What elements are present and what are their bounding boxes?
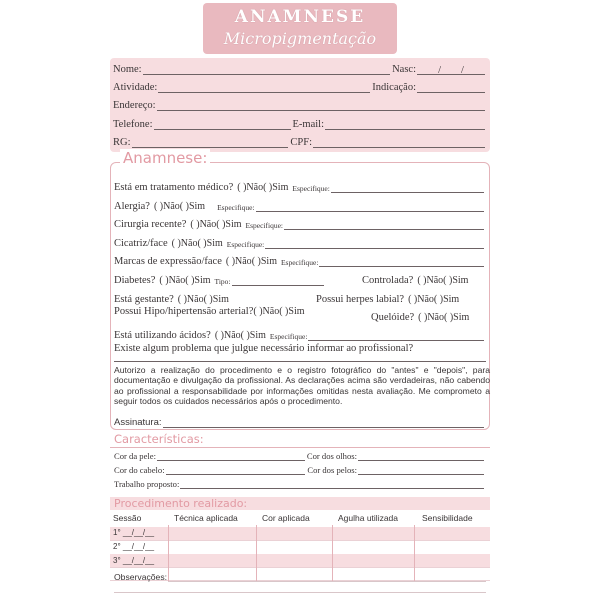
- row-nome: [113, 64, 487, 76]
- caracteristicas-divider: [110, 447, 490, 448]
- col-cor: Cor aplicada: [262, 513, 310, 523]
- field-diabetes-tipo[interactable]: [232, 276, 324, 286]
- label-cor-pele: Cor da pele:: [114, 451, 156, 461]
- q-gestante: Está gestante? ( )Não ( )Sim: [114, 294, 229, 305]
- field-email[interactable]: [325, 120, 485, 130]
- field-observacoes-line-2[interactable]: [114, 592, 486, 593]
- option-sim[interactable]: ( )Sim: [263, 182, 289, 193]
- option-sim[interactable]: ( )Sim: [216, 219, 242, 230]
- observacoes-row: [114, 571, 488, 583]
- label-nome: Nome:: [113, 64, 142, 75]
- field-acidos[interactable]: [308, 331, 484, 341]
- label-nasc: Nasc:: [392, 64, 416, 75]
- session-2[interactable]: 2° __/__/__: [113, 542, 155, 551]
- label-observacoes: Observações:: [114, 572, 168, 582]
- field-nasc[interactable]: / /: [417, 65, 485, 75]
- field-cor-pele[interactable]: [157, 451, 305, 461]
- label-email: E-mail:: [292, 119, 324, 130]
- q-cirurgia: Cirurgia recente? ( )Não ( )Sim Especifique:: [114, 213, 486, 231]
- row-pele-olhos: [114, 450, 486, 462]
- q-queloide: Quelóide? ( )Não ( )Sim: [371, 312, 470, 323]
- option-nao[interactable]: ( )Não: [417, 275, 444, 286]
- field-cicatriz[interactable]: [265, 239, 484, 249]
- field-atividade[interactable]: [158, 83, 370, 93]
- field-cor-pelos[interactable]: [358, 465, 484, 475]
- option-sim[interactable]: ( )Sim: [203, 294, 229, 305]
- option-sim[interactable]: ( )Sim: [251, 256, 277, 267]
- option-nao[interactable]: ( )Não: [214, 330, 241, 341]
- label-rg: RG:: [113, 137, 131, 148]
- q-cicatriz: Cicatriz/face ( )Não ( )Sim Especifique:: [114, 232, 486, 250]
- row-atividade: [113, 82, 487, 94]
- option-sim[interactable]: ( )Sim: [179, 201, 206, 212]
- table-row-divider: [110, 540, 490, 541]
- option-sim[interactable]: ( )Sim: [433, 294, 460, 305]
- option-sim[interactable]: ( )Sim: [185, 275, 211, 286]
- label-indicacao: Indicação:: [372, 82, 416, 93]
- option-nao[interactable]: ( )Não: [408, 294, 434, 305]
- row-cabelo-pelos: [114, 464, 486, 476]
- col-sensibilidade: Sensibilidade: [422, 513, 473, 523]
- session-1[interactable]: 1° __/__/__: [113, 528, 155, 537]
- table-row: [110, 554, 490, 567]
- row-telefone: [113, 119, 487, 131]
- session-3[interactable]: 3° __/__/__: [113, 556, 155, 565]
- field-cpf[interactable]: [313, 138, 485, 148]
- q-alergia: Alergia? ( )Não ( )Sim Especifique:: [114, 195, 486, 213]
- option-nao[interactable]: ( )Não: [153, 201, 180, 212]
- col-agulha: Agulha utilizada: [338, 513, 399, 523]
- option-nao[interactable]: ( )Não: [171, 238, 198, 249]
- field-endereco[interactable]: [157, 101, 485, 111]
- label-atividade: Atividade:: [113, 82, 158, 93]
- option-nao[interactable]: ( )Não: [177, 294, 204, 305]
- signature-row: [114, 417, 486, 429]
- row-endereco: [113, 100, 487, 112]
- col-sessao: Sessão: [113, 513, 142, 523]
- procedimento-title: Procedimento realizado:: [114, 497, 248, 510]
- form-header: [203, 3, 397, 54]
- label-cor-olhos: Cor dos olhos:: [306, 451, 357, 461]
- field-assinatura[interactable]: [163, 418, 484, 428]
- label-telefone: Telefone:: [113, 119, 153, 130]
- q-tratamento: Está em tratamento médico? ( )Não ( )Sim Especifique:: [114, 176, 486, 194]
- caracteristicas-title: Características:: [114, 432, 204, 446]
- q-hipertensao: Possui Hipo/hipertensão arterial? ( )Não ( )Sim: [114, 306, 305, 317]
- anamnese-title: Anamnese:: [120, 149, 210, 167]
- field-nome[interactable]: [143, 65, 391, 75]
- consent-text: Autorizo a realização do procedimento e o registro fotográfico do "antes" e "depois", para documentação e divulgação da profissional. As declarações acima são verdadeiras, não cabendo ao profissional a responsabilidade por informações omitidas nesta avaliação. Me comprometo a seguir todos os cuidados necessários após o procedimento.: [114, 365, 490, 407]
- field-alergia[interactable]: [256, 202, 484, 212]
- option-nao[interactable]: ( )Não: [418, 312, 444, 323]
- field-tratamento[interactable]: [331, 183, 484, 193]
- table-row: [110, 527, 490, 540]
- field-cirurgia[interactable]: [284, 220, 484, 230]
- form-subtitle: Micropigmentação: [223, 29, 377, 48]
- label-trabalho: Trabalho proposto:: [114, 479, 180, 489]
- q-herpes: Possui herpes labial? ( )Não ( )Sim: [316, 294, 460, 305]
- q-problema: Existe algum problema que julgue necessário informar ao profissional?: [114, 343, 414, 354]
- field-observacoes[interactable]: [168, 572, 486, 582]
- label-cor-cabelo: Cor do cabelo:: [114, 465, 165, 475]
- field-trabalho[interactable]: [180, 479, 484, 489]
- field-telefone[interactable]: [154, 120, 291, 130]
- row-trabalho: [114, 478, 486, 490]
- option-nao[interactable]: ( )Não: [159, 275, 186, 286]
- field-cor-olhos[interactable]: [358, 451, 484, 461]
- col-tecnica: Técnica aplicada: [174, 513, 238, 523]
- q-marcas: Marcas de expressão/face ( )Não ( )Sim Especifique:: [114, 250, 486, 268]
- field-rg[interactable]: [132, 138, 289, 148]
- label-assinatura: Assinatura:: [114, 417, 162, 428]
- option-nao[interactable]: ( )Não: [237, 182, 264, 193]
- option-nao[interactable]: ( )Não: [190, 219, 217, 230]
- field-problema[interactable]: [114, 361, 486, 362]
- field-indicacao[interactable]: [417, 83, 485, 93]
- option-sim[interactable]: ( )Sim: [443, 275, 469, 286]
- option-nao[interactable]: ( )Não: [225, 256, 252, 267]
- field-cor-cabelo[interactable]: [166, 465, 306, 475]
- label-cor-pelos: Cor dos pelos:: [307, 465, 357, 475]
- option-sim[interactable]: ( )Sim: [443, 312, 470, 323]
- table-row-divider: [110, 567, 490, 568]
- row-rg: [113, 137, 487, 149]
- option-sim[interactable]: ( )Sim: [197, 238, 223, 249]
- label-endereco: Endereço:: [113, 100, 156, 111]
- q-diabetes: Diabetes? ( )Não ( )Sim Tipo:: [114, 269, 326, 287]
- form-title: ANAMNESE: [234, 7, 366, 27]
- option-sim[interactable]: ( )Sim: [240, 330, 266, 341]
- q-controlada: Controlada? ( )Não ( )Sim: [362, 275, 469, 286]
- option-sim[interactable]: ( )Sim: [279, 306, 305, 317]
- field-marcas[interactable]: [319, 257, 484, 267]
- label-cpf: CPF:: [290, 137, 312, 148]
- q-acidos: Está utilizando ácidos? ( )Não ( )Sim Especifique:: [114, 324, 486, 342]
- option-nao[interactable]: ( )Não: [253, 306, 280, 317]
